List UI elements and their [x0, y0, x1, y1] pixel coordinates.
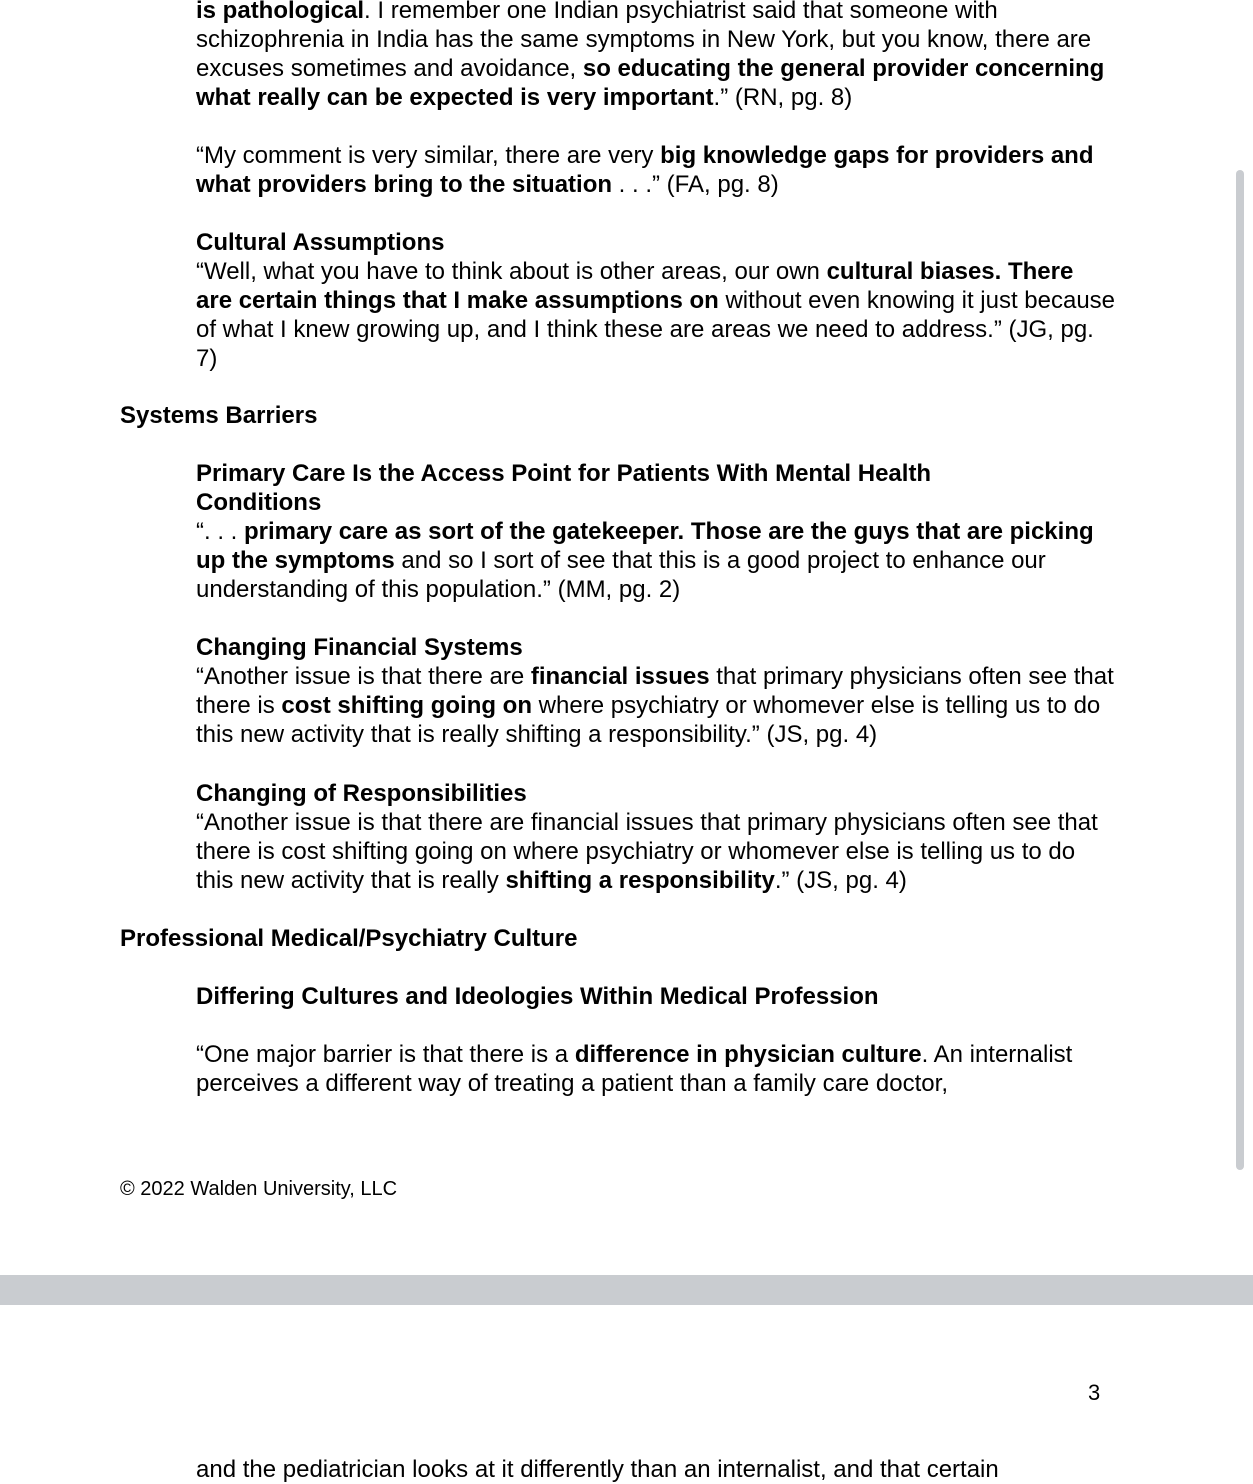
- section-financial-systems: [196, 633, 1116, 749]
- bold-text: difference in physician culture: [574, 1041, 922, 1068]
- next-page-text: and the pediatrician looks at it differently than an internalist, and that certain: [196, 1456, 999, 1483]
- citation-text: .” (JS, pg. 4): [774, 867, 907, 894]
- bold-text: so educating the general provider concerning what really can be expected is very important: [196, 55, 1105, 111]
- quote-rn: [196, 0, 1116, 112]
- subheading-responsibilities: Changing of Responsibilities: [196, 780, 527, 807]
- quote-text: “. . .: [196, 518, 244, 545]
- quote-text: “Another issue is that there are: [196, 663, 531, 690]
- citation-text: .” (RN, pg. 8): [713, 84, 853, 111]
- bold-text: cost shifting going on: [281, 692, 533, 719]
- quote-text: “Another issue is that there are financial issues that primary physicians often see that there is cost shifting going on where psychiatry or whomever else is telling us to do this new activity that is really: [196, 809, 1098, 894]
- quote-physician-culture: [196, 1040, 1116, 1098]
- quote-jg: [196, 257, 1116, 373]
- quote-text: “My comment is very similar, there are very: [196, 142, 661, 169]
- vertical-scrollbar[interactable]: [1236, 170, 1244, 1170]
- quote-text: “One major barrier is that there is a: [196, 1041, 575, 1068]
- section-primary-care: [196, 459, 996, 517]
- heading-professional-culture: Professional Medical/Psychiatry Culture: [120, 925, 578, 952]
- subheading-differing-cultures: Differing Cultures and Ideologies Within Medical Profession: [196, 983, 879, 1010]
- quote-js-responsibility: [196, 808, 1116, 895]
- subheading-cultural-assumptions: Cultural Assumptions: [196, 229, 445, 256]
- section-cultural-assumptions: [196, 228, 1116, 373]
- bold-text: cultural biases. There are certain things that I make assumptions on: [196, 258, 1074, 314]
- quote-text: that primary physicians often see that there is: [196, 663, 1114, 719]
- quote-fa: [196, 141, 1116, 199]
- subheading-financial-systems: Changing Financial Systems: [196, 634, 523, 661]
- page-separator: [0, 1275, 1253, 1305]
- bold-text: big knowledge gaps for providers and what providers bring to the situation: [196, 142, 1094, 198]
- copyright-footer: © 2022 Walden University, LLC: [120, 1178, 398, 1200]
- quote-mm: [196, 517, 1116, 604]
- bold-text: is pathological: [196, 0, 365, 24]
- quote-text: without even knowing it just because of what I knew growing up, and I think these are areas we need to address.” (JG, pg. 7): [196, 287, 1116, 372]
- citation-text: . . .” (FA, pg. 8): [612, 171, 779, 198]
- subheading-primary-care: Primary Care Is the Access Point for Patients With Mental Health Conditions: [196, 460, 932, 516]
- section-responsibilities: [196, 779, 1116, 895]
- bold-text: financial issues: [530, 663, 710, 690]
- quote-text: . I remember one Indian psychiatrist said that someone with schizophrenia in India has the same symptoms in New York, but you know, there are excuses sometimes and avoidance,: [196, 0, 1092, 82]
- quote-text: “Well, what you have to think about is other areas, our own: [196, 258, 827, 285]
- quote-js-financial: [196, 662, 1116, 749]
- bold-text: primary care as sort of the gatekeeper. Those are the guys that are picking up the symptoms: [196, 518, 1094, 574]
- heading-systems-barriers: Systems Barriers: [120, 402, 318, 429]
- page-number: 3: [1088, 1380, 1101, 1405]
- quote-text: and so I sort of see that this is a good project to enhance our understanding of this population.” (MM, pg. 2): [196, 547, 1046, 603]
- quote-text: where psychiatry or whomever else is telling us to do this new activity that is really shifting a responsibility.” (JS, pg. 4): [196, 692, 1101, 748]
- bold-text: shifting a responsibility: [505, 867, 775, 894]
- quote-text: . An internalist perceives a different way of treating a patient than a family care doctor,: [196, 1041, 1073, 1097]
